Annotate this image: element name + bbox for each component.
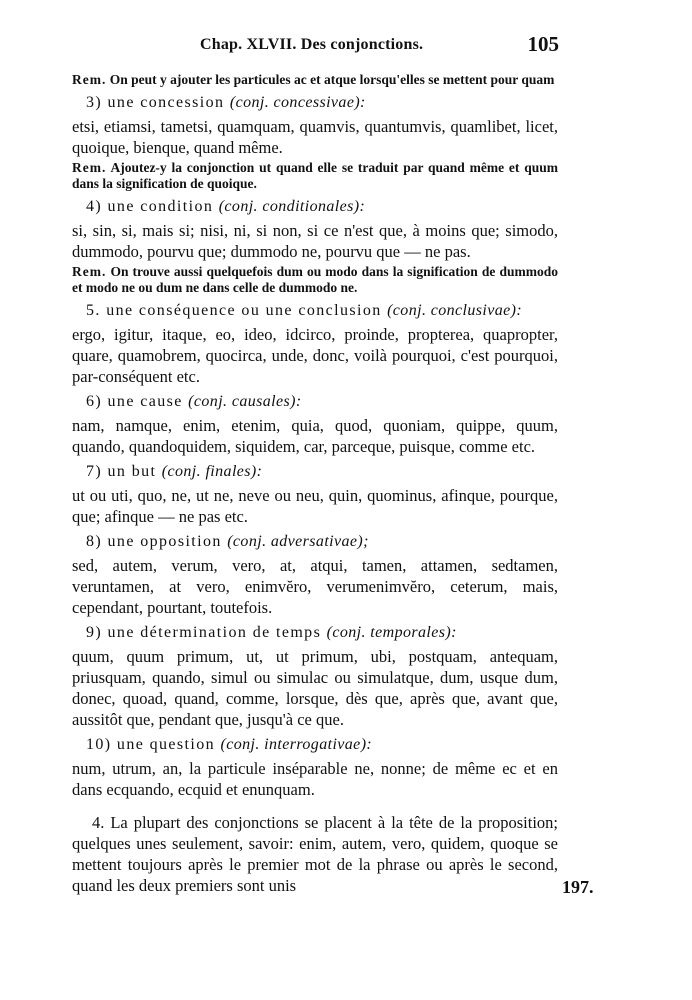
section-label: 3) une concession <box>86 94 225 111</box>
remark-label: Rem. <box>72 72 107 87</box>
remark-1 <box>72 72 558 88</box>
section-9-items: quum, quum primum, ut, ut primum, ubi, postquam, antequam, priusquam, quando, simul ou simulac ou simulatque, dum, usque dum, donec, quoad, quand, comme, lorsque, dès que, après que, avant que, aussitôt que, pendant que, jusqu'à ce que. <box>72 647 558 729</box>
remark-text: On trouve aussi quelquefois dum ou modo dans la signification de dummodo et modo ne ou dum ne dans celle de dummodo ne. <box>72 264 559 295</box>
paragraph-4: 4. La plupart des conjonctions se placent à la tête de la proposition; quelques unes seulement, savoir: enim, autem, vero, quidem, quoque se mettent toujours après le premier mot de la phrase ou après le second, quand les deux premiers sont unis <box>72 813 558 895</box>
remark-text: On peut y ajouter les particules ac et atque lorsqu'elles se mettent pour quam <box>109 72 555 87</box>
section-10-heading <box>86 734 558 756</box>
remark-text: Ajoutez-y la conjonction ut quand elle se traduit par quand même et quum dans la signification de quoique. <box>72 160 558 191</box>
section-conj-type: (conj. adversativae); <box>227 533 369 550</box>
remark-2 <box>72 160 558 192</box>
section-4-items: si, sin, si, mais si; nisi, ni, si non, si ce n'est que, à moins que; simodo, dummodo, pourvu que; dummodo ne, pourvu que — ne pas. <box>72 221 558 261</box>
section-6-heading <box>86 391 558 413</box>
section-7-items: ut ou uti, quo, ne, ut ne, neve ou neu, quin, quominus, afinque, pourque, que; afinque — ne pas etc. <box>72 486 558 526</box>
remark-label: Rem. <box>72 264 107 279</box>
section-8-items: sed, autem, verum, vero, at, atqui, tamen, attamen, sedtamen, veruntamen, at vero, enimvĕro, verumenimvĕro, ceterum, mais, cependant, pourtant, toutefois. <box>72 556 558 617</box>
section-5-items: ergo, igitur, itaque, eo, ideo, idcirco, proinde, propterea, quapropter, quare, quamobrem, quocirca, unde, donc, voilà pourquoi, c'est pourquoi, par-conséquent etc. <box>72 325 558 386</box>
page-body <box>72 72 558 913</box>
section-conj-type: (conj. temporales): <box>326 624 457 641</box>
section-10-items: num, utrum, an, la particule inséparable ne, nonne; de même ec et en dans ecquando, ecquid et enunquam. <box>72 759 558 799</box>
section-label: 8) une opposition <box>86 533 222 550</box>
section-label: 7) un but <box>86 463 157 480</box>
section-5-heading <box>86 300 558 322</box>
section-conj-type: (conj. conditionales): <box>218 198 366 215</box>
section-label: 5. une conséquence ou une conclusion <box>86 302 382 319</box>
section-conj-type: (conj. finales): <box>161 463 263 480</box>
section-label: 6) une cause <box>86 393 183 410</box>
section-conj-type: (conj. causales): <box>188 393 302 410</box>
section-conj-type: (conj. conclusivae): <box>387 302 523 319</box>
section-conj-type: (conj. interrogativae): <box>220 736 373 753</box>
running-header <box>0 32 692 60</box>
section-3-heading <box>86 92 558 114</box>
chapter-title: Chap. XLVII. Des conjonctions. <box>200 36 424 53</box>
margin-section-number: 197. <box>562 877 594 897</box>
section-conj-type: (conj. concessivae): <box>229 94 366 111</box>
remark-label: Rem. <box>72 160 107 175</box>
section-label: 10) une question <box>86 736 216 753</box>
section-3-items: etsi, etiamsi, tametsi, quamquam, quamvis, quantumvis, quamlibet, licet, quoique, bienque, quand même. <box>72 117 558 157</box>
page-number: 105 <box>527 32 559 56</box>
section-7-heading <box>86 461 558 483</box>
section-label: 4) une condition <box>86 198 214 215</box>
section-4-heading <box>86 196 558 218</box>
section-6-items: nam, namque, enim, etenim, quia, quod, quoniam, quippe, quum, quando, quandoquidem, siquidem, car, parceque, puisque, comme etc. <box>72 416 558 456</box>
section-label: 9) une détermination de temps <box>86 624 322 641</box>
section-9-heading <box>86 622 558 644</box>
remark-3 <box>72 264 558 296</box>
section-8-heading <box>86 531 558 553</box>
